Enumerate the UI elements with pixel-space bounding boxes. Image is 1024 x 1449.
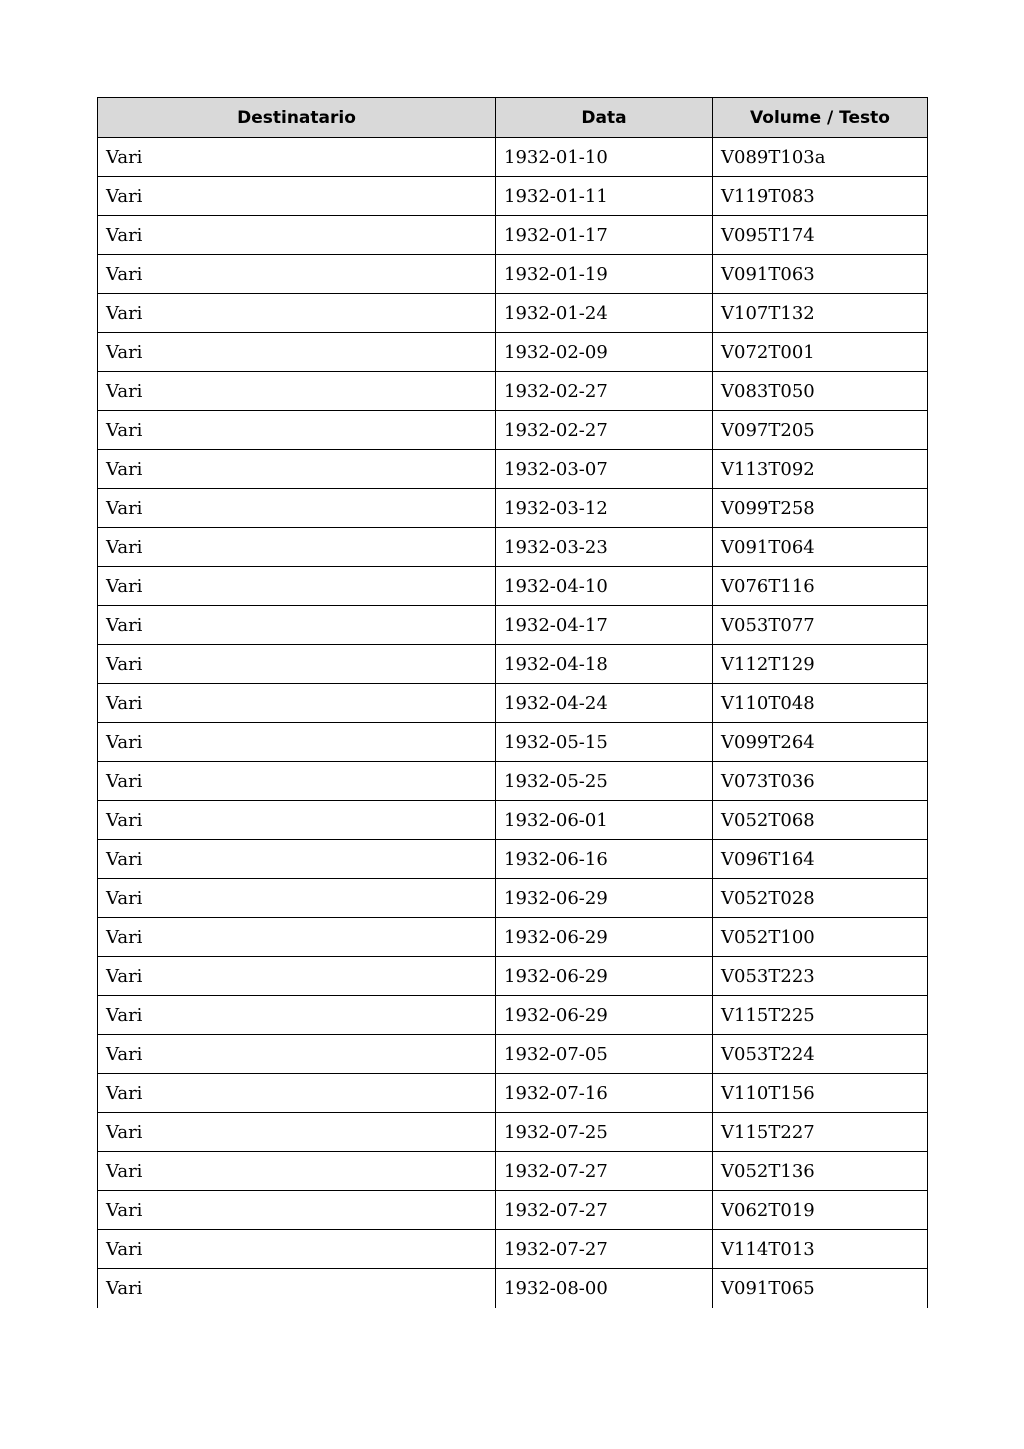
volume-testo-cell: V073T036 bbox=[713, 762, 928, 801]
volume-testo-cell: V113T092 bbox=[713, 450, 928, 489]
destinatario-cell: Vari bbox=[98, 606, 496, 645]
data-cell: 1932-03-12 bbox=[496, 489, 713, 528]
volume-testo-cell: V119T083 bbox=[713, 177, 928, 216]
table-row bbox=[98, 138, 928, 177]
destinatario-cell: Vari bbox=[98, 333, 496, 372]
volume-testo-cell: V099T258 bbox=[713, 489, 928, 528]
data-cell: 1932-03-07 bbox=[496, 450, 713, 489]
table-row bbox=[98, 450, 928, 489]
header-volume-testo: Volume / Testo bbox=[713, 98, 928, 138]
table-row bbox=[98, 957, 928, 996]
volume-testo-cell: V052T028 bbox=[713, 879, 928, 918]
table-row bbox=[98, 1113, 928, 1152]
data-cell: 1932-03-23 bbox=[496, 528, 713, 567]
data-cell: 1932-05-25 bbox=[496, 762, 713, 801]
destinatario-cell: Vari bbox=[98, 879, 496, 918]
destinatario-cell: Vari bbox=[98, 567, 496, 606]
table-row bbox=[98, 567, 928, 606]
table-row bbox=[98, 762, 928, 801]
data-cell: 1932-07-05 bbox=[496, 1035, 713, 1074]
volume-testo-cell: V096T164 bbox=[713, 840, 928, 879]
destinatario-cell: Vari bbox=[98, 996, 496, 1035]
data-cell: 1932-05-15 bbox=[496, 723, 713, 762]
destinatario-cell: Vari bbox=[98, 840, 496, 879]
table-row bbox=[98, 684, 928, 723]
table-row bbox=[98, 918, 928, 957]
volume-testo-cell: V076T116 bbox=[713, 567, 928, 606]
volume-testo-cell: V091T064 bbox=[713, 528, 928, 567]
table-row bbox=[98, 996, 928, 1035]
data-cell: 1932-08-00 bbox=[496, 1269, 713, 1308]
data-cell: 1932-04-18 bbox=[496, 645, 713, 684]
destinatario-cell: Vari bbox=[98, 1152, 496, 1191]
volume-testo-cell: V095T174 bbox=[713, 216, 928, 255]
volume-testo-cell: V091T065 bbox=[713, 1269, 928, 1308]
volume-testo-cell: V091T063 bbox=[713, 255, 928, 294]
volume-testo-cell: V110T156 bbox=[713, 1074, 928, 1113]
destinatario-cell: Vari bbox=[98, 138, 496, 177]
volume-testo-cell: V052T136 bbox=[713, 1152, 928, 1191]
destinatario-cell: Vari bbox=[98, 1230, 496, 1269]
data-cell: 1932-01-17 bbox=[496, 216, 713, 255]
table-row bbox=[98, 840, 928, 879]
data-cell: 1932-02-27 bbox=[496, 372, 713, 411]
volume-testo-cell: V052T068 bbox=[713, 801, 928, 840]
destinatario-cell: Vari bbox=[98, 1269, 496, 1308]
data-cell: 1932-01-10 bbox=[496, 138, 713, 177]
table-header-row bbox=[98, 98, 928, 138]
correspondence-table bbox=[97, 97, 928, 1308]
data-cell: 1932-06-29 bbox=[496, 957, 713, 996]
data-cell: 1932-02-09 bbox=[496, 333, 713, 372]
destinatario-cell: Vari bbox=[98, 255, 496, 294]
destinatario-cell: Vari bbox=[98, 216, 496, 255]
destinatario-cell: Vari bbox=[98, 645, 496, 684]
volume-testo-cell: V072T001 bbox=[713, 333, 928, 372]
data-cell: 1932-07-27 bbox=[496, 1152, 713, 1191]
table-row bbox=[98, 216, 928, 255]
destinatario-cell: Vari bbox=[98, 918, 496, 957]
volume-testo-cell: V115T225 bbox=[713, 996, 928, 1035]
table-row bbox=[98, 1152, 928, 1191]
destinatario-cell: Vari bbox=[98, 489, 496, 528]
table-row bbox=[98, 645, 928, 684]
table-row bbox=[98, 333, 928, 372]
volume-testo-cell: V112T129 bbox=[713, 645, 928, 684]
volume-testo-cell: V062T019 bbox=[713, 1191, 928, 1230]
data-cell: 1932-01-19 bbox=[496, 255, 713, 294]
table-row bbox=[98, 177, 928, 216]
data-cell: 1932-06-01 bbox=[496, 801, 713, 840]
table-row bbox=[98, 411, 928, 450]
data-cell: 1932-01-24 bbox=[496, 294, 713, 333]
table-row bbox=[98, 489, 928, 528]
volume-testo-cell: V110T048 bbox=[713, 684, 928, 723]
data-cell: 1932-01-11 bbox=[496, 177, 713, 216]
destinatario-cell: Vari bbox=[98, 723, 496, 762]
destinatario-cell: Vari bbox=[98, 1035, 496, 1074]
data-cell: 1932-02-27 bbox=[496, 411, 713, 450]
data-cell: 1932-07-27 bbox=[496, 1191, 713, 1230]
destinatario-cell: Vari bbox=[98, 411, 496, 450]
table-row bbox=[98, 1191, 928, 1230]
table-row bbox=[98, 606, 928, 645]
volume-testo-cell: V089T103a bbox=[713, 138, 928, 177]
table-row bbox=[98, 1269, 928, 1308]
data-cell: 1932-04-24 bbox=[496, 684, 713, 723]
table-row bbox=[98, 294, 928, 333]
destinatario-cell: Vari bbox=[98, 1074, 496, 1113]
destinatario-cell: Vari bbox=[98, 1191, 496, 1230]
data-cell: 1932-04-17 bbox=[496, 606, 713, 645]
table-row bbox=[98, 723, 928, 762]
table-row bbox=[98, 372, 928, 411]
table-row bbox=[98, 255, 928, 294]
volume-testo-cell: V052T100 bbox=[713, 918, 928, 957]
table-body bbox=[98, 138, 928, 1308]
destinatario-cell: Vari bbox=[98, 1113, 496, 1152]
table-row bbox=[98, 1230, 928, 1269]
destinatario-cell: Vari bbox=[98, 801, 496, 840]
volume-testo-cell: V099T264 bbox=[713, 723, 928, 762]
data-cell: 1932-07-25 bbox=[496, 1113, 713, 1152]
document-page bbox=[97, 97, 927, 1308]
volume-testo-cell: V114T013 bbox=[713, 1230, 928, 1269]
data-cell: 1932-07-16 bbox=[496, 1074, 713, 1113]
volume-testo-cell: V083T050 bbox=[713, 372, 928, 411]
volume-testo-cell: V097T205 bbox=[713, 411, 928, 450]
volume-testo-cell: V053T224 bbox=[713, 1035, 928, 1074]
destinatario-cell: Vari bbox=[98, 528, 496, 567]
table-row bbox=[98, 879, 928, 918]
data-cell: 1932-06-29 bbox=[496, 996, 713, 1035]
data-cell: 1932-06-16 bbox=[496, 840, 713, 879]
destinatario-cell: Vari bbox=[98, 957, 496, 996]
table-row bbox=[98, 528, 928, 567]
data-cell: 1932-06-29 bbox=[496, 879, 713, 918]
volume-testo-cell: V053T223 bbox=[713, 957, 928, 996]
table-row bbox=[98, 1035, 928, 1074]
destinatario-cell: Vari bbox=[98, 294, 496, 333]
data-cell: 1932-07-27 bbox=[496, 1230, 713, 1269]
data-cell: 1932-04-10 bbox=[496, 567, 713, 606]
header-destinatario: Destinatario bbox=[98, 98, 496, 138]
volume-testo-cell: V107T132 bbox=[713, 294, 928, 333]
destinatario-cell: Vari bbox=[98, 684, 496, 723]
destinatario-cell: Vari bbox=[98, 762, 496, 801]
destinatario-cell: Vari bbox=[98, 177, 496, 216]
table-row bbox=[98, 1074, 928, 1113]
table-row bbox=[98, 801, 928, 840]
data-cell: 1932-06-29 bbox=[496, 918, 713, 957]
destinatario-cell: Vari bbox=[98, 372, 496, 411]
destinatario-cell: Vari bbox=[98, 450, 496, 489]
volume-testo-cell: V053T077 bbox=[713, 606, 928, 645]
volume-testo-cell: V115T227 bbox=[713, 1113, 928, 1152]
header-data: Data bbox=[496, 98, 713, 138]
